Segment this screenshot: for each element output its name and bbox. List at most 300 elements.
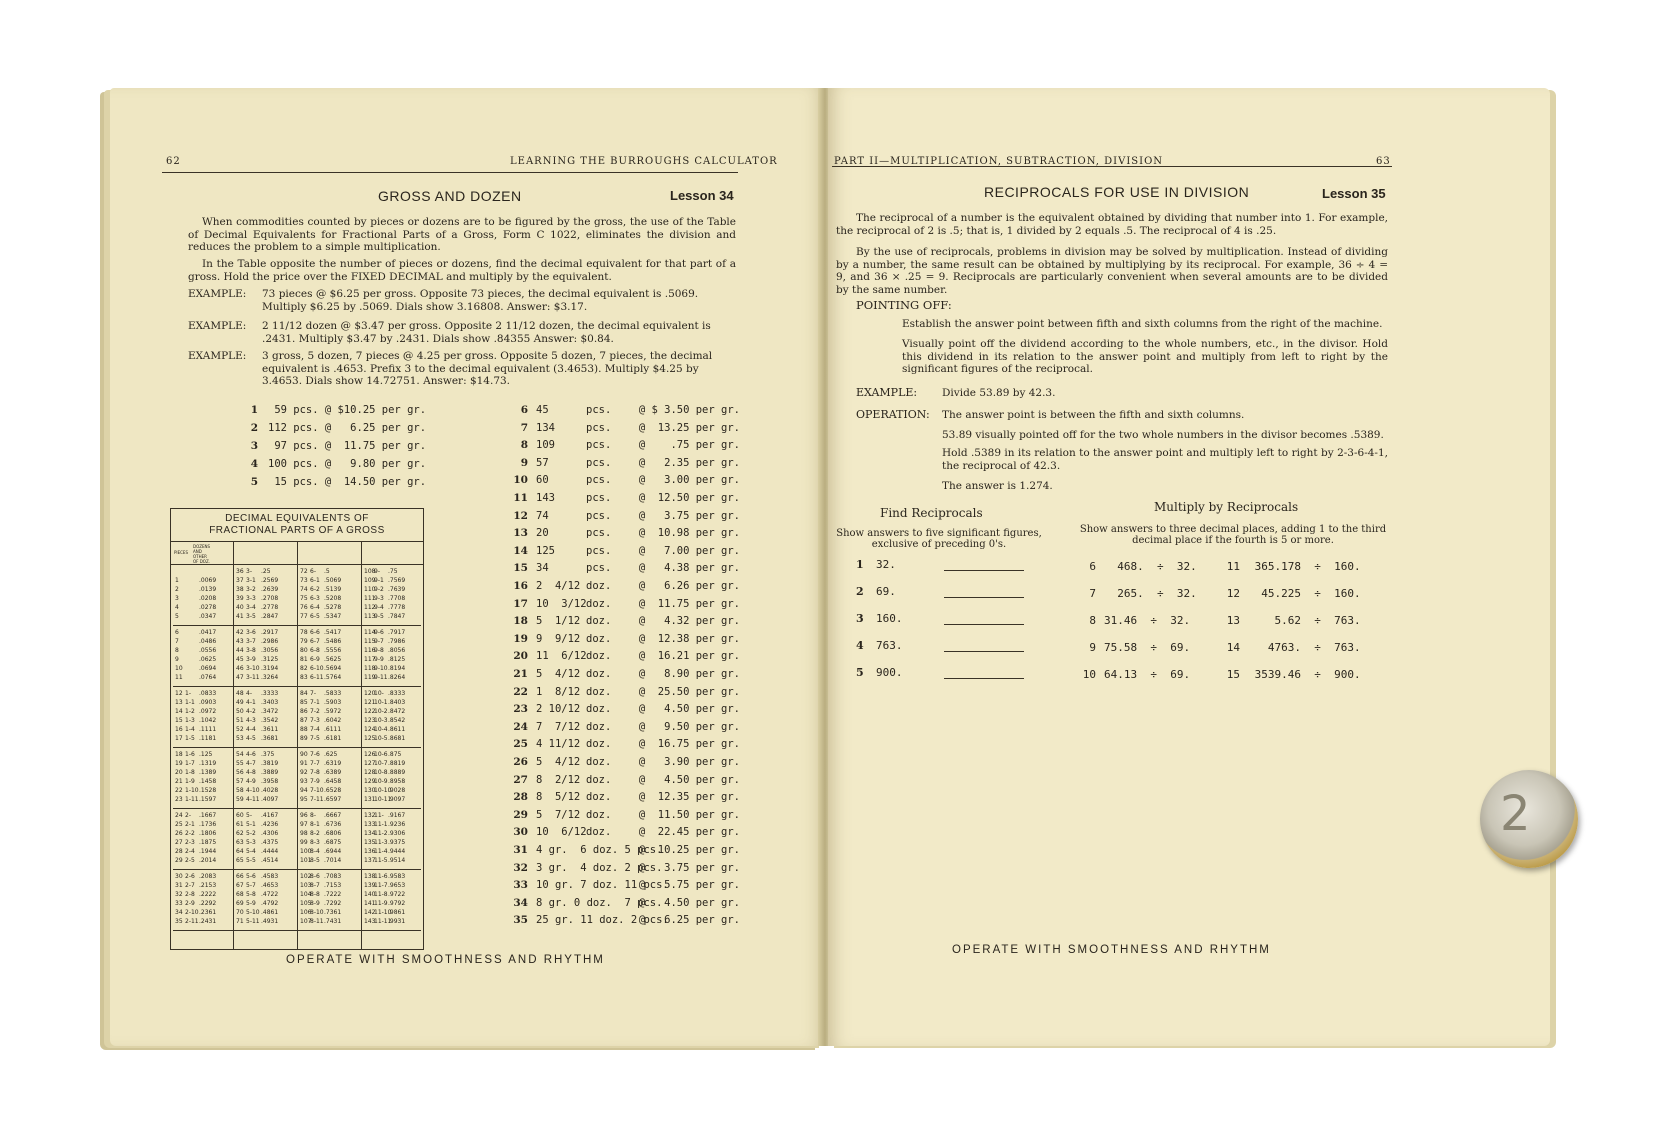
item-expression: 45.225 ÷ 160.: [1248, 587, 1361, 600]
table-cell: 23: [175, 796, 183, 803]
problem-number: 33: [513, 879, 528, 892]
table-cell: .3264: [261, 674, 279, 681]
problem-price: @ 5.75 per gr.: [638, 879, 740, 892]
table-cell: .1042: [199, 717, 217, 724]
problem-row: [510, 756, 740, 770]
problem-number: 31: [513, 844, 528, 856]
table-cell: 10-7: [374, 760, 388, 767]
table-cell: 10-8: [374, 769, 388, 776]
table-cell: .9444: [388, 848, 406, 855]
problem-quantity: 10 6/12: [536, 826, 587, 839]
table-cell: .3125: [261, 656, 279, 663]
table-cell: 56: [236, 769, 244, 776]
problem-unit: doz.: [586, 826, 612, 839]
table-cell: .2361: [199, 909, 217, 916]
problem-quantity: 134: [536, 421, 555, 434]
item-value: 160.: [876, 612, 903, 625]
table-cell: 140: [364, 891, 376, 898]
table-cell: 4-8: [246, 769, 256, 776]
item-expression: 365.178 ÷ 160.: [1248, 560, 1361, 573]
table-cell: .4236: [261, 821, 279, 828]
problem-price: @ 9.50 per gr.: [638, 720, 740, 733]
problem-unit: doz.: [586, 808, 612, 821]
multiply-item: [1224, 587, 1394, 605]
table-cell: 7-: [310, 690, 316, 697]
right-page: [828, 88, 1550, 1046]
table-cell: .8681: [388, 735, 406, 742]
table-cell: 81: [300, 656, 308, 663]
table-cell: .3889: [261, 769, 279, 776]
table-cell: 8-6: [310, 873, 320, 880]
problem-price: @ 16.21 per gr.: [638, 650, 740, 663]
problem-number: 7: [520, 421, 528, 434]
problem-price: @ 11.75 per gr.: [638, 597, 740, 610]
problem-price: @ 12.50 per gr.: [638, 492, 740, 504]
table-cell: .9792: [388, 900, 406, 907]
table-cell: .2083: [199, 873, 217, 880]
problem-row: [510, 422, 740, 436]
item-number: 3: [856, 612, 864, 625]
table-cell: 15: [175, 717, 183, 724]
table-cell: 133: [364, 821, 376, 828]
table-cell: .4444: [261, 848, 279, 855]
table-cell: 30: [175, 873, 183, 880]
problem-row: [510, 457, 740, 471]
table-cell: .9236: [388, 821, 406, 828]
table-cell: 5-10: [246, 909, 260, 916]
table-cell: 9-4: [374, 604, 384, 611]
problem-number: 12: [513, 509, 528, 522]
problem-row: [510, 545, 740, 559]
table-cell: 9-8: [374, 647, 384, 654]
table-cell: 79: [300, 638, 308, 645]
table-cell: 7-11: [310, 796, 324, 803]
table-cell: 3-6: [246, 629, 256, 636]
answer-blank: [944, 570, 1024, 571]
operation-step-4: The answer is 1.274.: [942, 480, 1053, 492]
table-cell: 10-5: [374, 735, 388, 742]
problem-quantity: 5 7/12: [536, 808, 581, 821]
table-cell: 8-9: [310, 900, 320, 907]
item-number: 11: [1226, 560, 1240, 573]
table-cell: .3681: [261, 735, 279, 742]
open-book: [110, 88, 1550, 1046]
problem-row: [510, 774, 740, 788]
table-cell: 3-10: [246, 665, 260, 672]
table-cell: .5556: [324, 647, 342, 654]
table-cell: 138: [364, 873, 376, 880]
table-cell: 7-3: [310, 717, 320, 724]
table-cell: 1-3: [185, 717, 195, 724]
table-cell: 80: [300, 647, 308, 654]
table-cell: 119: [364, 674, 376, 681]
table-cell: 99: [300, 839, 308, 846]
problem-unit: pcs.: [586, 509, 612, 522]
table-cell: 17: [175, 735, 183, 742]
item-expression: 265. ÷ 32.: [1104, 587, 1197, 600]
problem-unit: pcs.: [586, 562, 612, 575]
problem-unit: pcs.: [586, 474, 612, 487]
operation-step-1: The answer point is between the fifth and sixth columns.: [942, 409, 1245, 421]
problem-number: 18: [513, 615, 528, 628]
multiply-item: [1224, 614, 1394, 632]
table-cell: .2847: [261, 613, 279, 620]
table-cell: 11-3: [374, 839, 388, 846]
table-cell: .6389: [324, 769, 342, 776]
table-cell: .0347: [199, 613, 217, 620]
problem-quantity: 8 2/12: [536, 773, 581, 786]
item-number: 4: [856, 639, 864, 652]
table-cell: .6458: [324, 778, 342, 785]
table-cell: 3-11: [246, 674, 260, 681]
problem-price: @ $ 3.50 per gr.: [638, 404, 740, 416]
table-cell: 87: [300, 717, 308, 724]
problem-price: @ 4.50 per gr.: [638, 773, 740, 786]
table-cell: .3472: [261, 708, 279, 715]
table-cell: 2-2: [185, 830, 195, 837]
table-cell: .4028: [261, 787, 279, 794]
table-cell: 2-7: [185, 882, 195, 889]
problem-price: @ 22.45 per gr.: [638, 826, 740, 839]
table-cell: .4792: [261, 900, 279, 907]
table-cell: .5625: [324, 656, 342, 663]
table-cell: .3333: [261, 690, 279, 697]
table-cell: 89: [300, 735, 308, 742]
table-cell: .2778: [261, 604, 279, 611]
table-cell: .2708: [261, 595, 279, 602]
table-cell: .9583: [388, 873, 406, 880]
table-cell: 20: [175, 769, 183, 776]
table-cell: 8-5: [310, 857, 320, 864]
table-cell: .375: [261, 751, 275, 758]
table-cell: .6597: [324, 796, 342, 803]
table-cell: 102: [300, 873, 312, 880]
page-number-left: 62: [166, 156, 181, 167]
table-cell: 3-2: [246, 586, 256, 593]
table-cell: .7708: [388, 595, 406, 602]
table-cell: 2-6: [185, 873, 195, 880]
table-cell: 6-10: [310, 665, 324, 672]
problem-price: @ 16.75 per gr.: [638, 738, 740, 751]
item-number: 2: [856, 585, 864, 598]
problem-row: [510, 633, 740, 647]
answer-blank: [944, 597, 1024, 598]
answer-blank: [944, 624, 1024, 625]
table-cell: .3056: [261, 647, 279, 654]
example-text: 3 gross, 5 dozen, 7 pieces @ 4.25 per gross. Opposite 5 dozen, 7 pieces, the decimal equivalent is .4653. Prefix 3 to the decimal equivalent (3.4653). Multiply $4.25 by 3.4653. Dials show 14.72751. Answer: $14.73.: [262, 350, 713, 387]
example-text: 73 pieces @ $6.25 per gross. Opposite 73 pieces, the decimal equivalent is .5069. Multiply $6.25 by .5069. Dials show 3.16808. Answer: $3.17.: [262, 288, 699, 313]
problem-unit: doz.: [586, 650, 612, 663]
table-cell: 61: [236, 821, 244, 828]
problem-price: @ 12.38 per gr.: [638, 632, 740, 645]
table-cell: 4-2: [246, 708, 256, 715]
table-cell: 4-10: [246, 787, 260, 794]
table-cell: .5347: [324, 613, 342, 620]
problem-price: @ 3.75 per gr.: [638, 509, 740, 522]
table-cell: 33: [175, 900, 183, 907]
problem-price: @ 12.35 per gr.: [638, 791, 740, 804]
table-cell: 2-: [185, 812, 191, 819]
table-cell: .0278: [199, 604, 217, 611]
table-cell: 6-6: [310, 629, 320, 636]
table-cell: .8472: [388, 708, 406, 715]
table-cell: 127: [364, 760, 376, 767]
table-cell: .6944: [324, 848, 342, 855]
table-cell: 2-9: [185, 900, 195, 907]
table-cell: .3194: [261, 665, 279, 672]
table-cell: 113: [364, 613, 376, 620]
table-cell: .1319: [199, 760, 217, 767]
problem-unit: doz.: [586, 685, 612, 698]
table-cell: 3: [175, 595, 179, 602]
table-cell: 34: [175, 909, 183, 916]
item-value: 69.: [876, 585, 896, 598]
table-cell: .5972: [324, 708, 342, 715]
table-cell: .8403: [388, 699, 406, 706]
table-cell: 6-1: [310, 577, 320, 584]
table-cell: .7014: [324, 857, 342, 864]
problem-number: 35: [513, 914, 528, 927]
header-rule: [832, 166, 1392, 167]
table-cell: 5-1: [246, 821, 256, 828]
table-cell: 5-5: [246, 857, 256, 864]
pointing-step-2: Visually point off the dividend according to the whole numbers, etc., in the divisor. Hold this dividend in its relation to the answer point and multiply from left to right by the significant figures of the reciprocal.: [902, 338, 1388, 375]
example-text: Divide 53.89 by 42.3.: [942, 387, 1056, 399]
table-cell: 10-3: [374, 717, 388, 724]
table-cell: 9-: [374, 568, 380, 575]
table-cell: .0625: [199, 656, 217, 663]
table-cell: 8-8: [310, 891, 320, 898]
table-cell: 88: [300, 726, 308, 733]
table-cell: .0764: [199, 674, 217, 681]
table-cell: 70: [236, 909, 244, 916]
table-cell: 103: [300, 882, 312, 889]
table-cell: 77: [300, 613, 308, 620]
problem-quantity: 10 3/12: [536, 597, 587, 610]
item-expression: 75.58 ÷ 69.: [1104, 641, 1191, 654]
example-label: EXAMPLE:: [188, 350, 247, 362]
item-number: 12: [1226, 587, 1240, 600]
item-expression: 468. ÷ 32.: [1104, 560, 1197, 573]
problem-quantity: 2 4/12: [536, 580, 581, 592]
table-cell: 11-11: [374, 918, 392, 925]
table-cell: 111: [364, 595, 376, 602]
problem-unit: doz.: [586, 756, 612, 768]
table-cell: 29: [175, 857, 183, 864]
table-cell: 9-10: [374, 665, 388, 672]
table-cell: 53: [236, 735, 244, 742]
table-cell: 118: [364, 665, 376, 672]
table-cell: 5-4: [246, 848, 256, 855]
problem-quantity: 7 7/12: [536, 720, 581, 733]
table-cell: 62: [236, 830, 244, 837]
item-number: 6: [1089, 560, 1096, 573]
find-item: [856, 639, 1036, 657]
item-number: 7: [1089, 587, 1096, 600]
table-cell: 54: [236, 751, 244, 758]
table-cell: 108: [364, 568, 376, 575]
table-cell: 2-1: [185, 821, 195, 828]
table-cell: 71: [236, 918, 244, 925]
table-cell: .8542: [388, 717, 406, 724]
table-cell: 92: [300, 769, 308, 776]
table-cell: 9-2: [374, 586, 384, 593]
table-cell: 101: [300, 857, 312, 864]
table-cell: .1389: [199, 769, 217, 776]
table-cell: .0486: [199, 638, 217, 645]
problem-unit: doz.: [586, 703, 612, 716]
table-cell: .7292: [324, 900, 342, 907]
problem-number: 21: [513, 668, 528, 680]
table-cell: 6-9: [310, 656, 320, 663]
item-value: 900.: [876, 666, 903, 679]
table-cell: 9-5: [374, 613, 384, 620]
example-label: EXAMPLE:: [856, 386, 918, 399]
table-cell: 43: [236, 638, 244, 645]
euro-coin: [1480, 770, 1578, 868]
table-cell: 10: [175, 665, 183, 672]
table-cell: 6-11: [310, 674, 324, 681]
table-cell: .5139: [324, 586, 342, 593]
table-cell: .6667: [324, 812, 342, 819]
table-cell: .9097: [388, 796, 406, 803]
table-cell: 5-9: [246, 900, 256, 907]
table-cell: .1528: [199, 787, 217, 794]
table-cell: 11-1: [374, 821, 388, 828]
table-cell: 32: [175, 891, 183, 898]
table-cell: 5-7: [246, 882, 256, 889]
problem-number: 34: [513, 896, 528, 909]
problem-row: [510, 721, 740, 735]
problem-number: 19: [513, 632, 528, 645]
problem-row: [510, 562, 740, 576]
table-cell: 10-2: [374, 708, 388, 715]
table-cell: .7639: [388, 586, 406, 593]
table-cell: 7-5: [310, 735, 320, 742]
table-cell: 12: [175, 690, 183, 697]
table-cell: 129: [364, 778, 376, 785]
table-cell: .75: [388, 568, 398, 575]
table-cell: .9931: [388, 918, 406, 925]
table-cell: 8-10: [310, 909, 324, 916]
problem-unit: doz.: [586, 738, 612, 751]
problem-price: @ 2.35 per gr.: [638, 456, 740, 469]
table-cell: .4583: [261, 873, 279, 880]
table-cell: .7083: [324, 873, 342, 880]
table-cell: 9-7: [374, 638, 384, 645]
table-cell: .5694: [324, 665, 342, 672]
problem-row: [510, 738, 740, 752]
find-item: [856, 612, 1036, 630]
problem-row: [510, 809, 740, 823]
table-cell: 1-8: [185, 769, 195, 776]
table-cell: .8333: [388, 690, 406, 697]
table-cell: 11: [175, 674, 183, 681]
table-cell: 96: [300, 812, 308, 819]
table-cell: 8-7: [310, 882, 320, 889]
table-cell: 104: [300, 891, 312, 898]
problem-quantity: 143: [536, 492, 555, 504]
table-cell: 4-3: [246, 717, 256, 724]
table-cell: .4097: [261, 796, 279, 803]
item-expression: 3539.46 ÷ 900.: [1248, 668, 1361, 681]
table-cell: 13: [175, 699, 183, 706]
decimal-equivalents-table: [170, 508, 424, 950]
problem-price: @ 4.50 per gr.: [638, 896, 740, 909]
lesson-number: Lesson 34: [670, 188, 734, 203]
problem-number: 32: [513, 861, 528, 874]
table-cell: .2153: [199, 882, 217, 889]
table-cell: 57: [236, 778, 244, 785]
table-cell: .6736: [324, 821, 342, 828]
table-cell: 6-7: [310, 638, 320, 645]
example-2: [188, 320, 736, 348]
item-value: 763.: [876, 639, 903, 652]
problem-quantity: 9 9/12: [536, 632, 581, 645]
problem-number: 17: [513, 597, 528, 610]
table-cell: .2917: [261, 629, 279, 636]
problem-row: [510, 844, 740, 858]
problem-price: @ 3.75 per gr.: [638, 861, 740, 874]
table-cell: .7778: [388, 604, 406, 611]
problem-quantity: 5 4/12: [536, 668, 581, 680]
problem-row: [510, 510, 740, 524]
table-cell: .6806: [324, 830, 342, 837]
problem-number: 16: [513, 580, 528, 592]
table-cell: 21: [175, 778, 183, 785]
table-cell: .5278: [324, 604, 342, 611]
table-cell: 93: [300, 778, 308, 785]
table-cell: 10-: [374, 690, 384, 697]
table-cell: .0069: [199, 577, 217, 584]
table-cell: 7-10: [310, 787, 324, 794]
table-cell: .5903: [324, 699, 342, 706]
table-cell: 6-3: [310, 595, 320, 602]
table-cell: .1736: [199, 821, 217, 828]
left-page: [110, 88, 825, 1046]
problem-price: @ 3.90 per gr.: [638, 756, 740, 768]
table-cell: 11-8: [374, 891, 388, 898]
problem-quantity: 20: [536, 527, 549, 540]
problem-row: [510, 404, 740, 418]
table-cell: 63: [236, 839, 244, 846]
table-cell: 25: [175, 821, 183, 828]
find-reciprocals-title: Find Reciprocals: [880, 506, 983, 520]
table-cell: 86: [300, 708, 308, 715]
intro-paragraph: When commodities counted by pieces or dozens are to be figured by the gross, the use of the Table of Decimal Equivalents for Fractional Parts of a Gross, Form C 1022, eliminates the division and reduces the problem to a simple multiplication.: [188, 216, 736, 253]
answer-blank: [944, 651, 1024, 652]
table-cell: .7847: [388, 613, 406, 620]
problem-number: 14: [513, 544, 528, 557]
table-cell: .5833: [324, 690, 342, 697]
problem-price: @ 4.50 per gr.: [638, 703, 740, 716]
item-expression: 31.46 ÷ 32.: [1104, 614, 1191, 627]
table-cell: .1111: [199, 726, 217, 733]
problem-row: [510, 862, 740, 876]
problem-number: 15: [513, 562, 528, 575]
table-cell: 116: [364, 647, 376, 654]
page-number-right: 63: [1376, 156, 1391, 167]
table-cell: .4931: [261, 918, 279, 925]
table-cell: 105: [300, 900, 312, 907]
table-cell: 4-7: [246, 760, 256, 767]
table-cell: 58: [236, 787, 244, 794]
table-cell: 100: [300, 848, 312, 855]
table-cell: .7361: [324, 909, 342, 916]
problem-row: [510, 703, 740, 717]
item-value: 32.: [876, 558, 896, 571]
table-cell: 4: [175, 604, 179, 611]
